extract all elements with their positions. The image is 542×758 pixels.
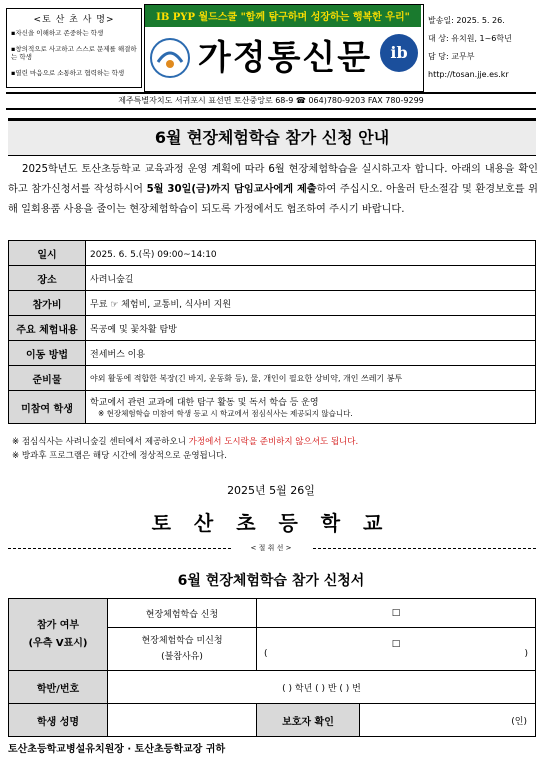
row-label: 이동 방법 <box>9 341 86 366</box>
participation-label: 참가 여부 (우측 V표시) <box>9 599 108 671</box>
row-label: 참가비 <box>9 291 86 316</box>
addressee: 토산초등학교병설유치원장 · 토산초등학교장 귀하 <box>8 744 226 755</box>
row-label: 주요 체험내용 <box>9 316 86 341</box>
trip-info-table <box>8 240 536 424</box>
apply-option: 현장체험학습 신청 <box>108 599 257 628</box>
not-apply-option <box>108 628 257 671</box>
row-value-main: 학교에서 관련 교과에 대한 탐구 활동 및 독서 학습 등 운영 <box>90 398 319 408</box>
student-name-label: 학생 성명 <box>9 704 108 737</box>
guardian-label: 보호자 확인 <box>257 704 360 737</box>
apply-checkbox[interactable]: □ <box>257 599 536 628</box>
reason-paren-close: ) <box>524 649 528 659</box>
reason-field[interactable] <box>258 649 534 659</box>
row-value: 목공예 및 꽃차활 탐방 <box>86 316 536 341</box>
row-value <box>86 391 536 424</box>
application-form <box>8 598 536 737</box>
reason-label: (불참사유) <box>161 652 203 662</box>
afterschool-note: ※ 방과후 프로그램은 해당 시간에 정상적으로 운영됩니다. <box>12 451 227 461</box>
notice-title: 6월 현장체험학습 참가 신청 안내 <box>8 118 536 156</box>
department: 담 당: 교무부 <box>428 52 475 61</box>
table-row <box>9 316 536 341</box>
row-value: 2025. 6. 5.(목) 09:00~14:10 <box>86 241 536 266</box>
table-row <box>9 704 536 737</box>
table-row <box>9 241 536 266</box>
not-apply-label: 현장체험학습 미신청 <box>141 636 223 646</box>
notice-date: 2025년 5월 26일 <box>227 484 315 497</box>
table-row <box>9 266 536 291</box>
target-audience: 대 상: 유치원, 1~6학년 <box>428 34 512 43</box>
mission-line: ▪자신을 이해하고 존중하는 학생 <box>11 29 104 37</box>
reason-paren-open: ( <box>264 649 268 659</box>
guardian-seal-field[interactable]: (인) <box>360 704 536 737</box>
student-name-field[interactable] <box>108 704 257 737</box>
school-address: 제주특별자치도 서귀포시 표선면 토산중앙로 68-9 ☎ 064)780-9203 FAX 780-9299 <box>6 92 536 110</box>
ib-logo-icon: ib <box>380 34 418 72</box>
mission-line: ▪열린 마음으로 소통하고 협력하는 학생 <box>11 69 125 77</box>
row-label: 준비물 <box>9 366 86 391</box>
para-text: 2025학년도 토산초등학교 교육과정 운영 계획에 따라 6월 현장체험학습을 실시하고자 합니다. 아래의 내용을 확인하고 참가신청서를 작성하시어 <box>8 164 538 195</box>
row-value-sub: ※ 현장체험학습 미참여 학생 등교 시 학교에서 점심식사는 제공되지 않습니다. <box>98 409 353 418</box>
cut-label: < 절 취 선 > <box>231 543 311 553</box>
ib-banner-text: IB PYP 월드스쿨 "함께 탐구하며 성장하는 행복한 우리" <box>156 12 410 23</box>
table-row <box>9 391 536 424</box>
issue-date: 발송일: 2025. 5. 26. <box>428 16 505 25</box>
row-label: 미참여 학생 <box>9 391 86 424</box>
deadline-text: 5월 30일(금)까지 담임교사에게 제출 <box>146 184 317 195</box>
row-value: 전세버스 이용 <box>86 341 536 366</box>
row-value: 무료 ☞ 체험비, 교통비, 식사비 지원 <box>86 291 536 316</box>
table-row <box>9 366 536 391</box>
table-row <box>9 291 536 316</box>
mission-line: ▪창의적으로 사고하고 스스로 문제를 해결하는 학생 <box>11 45 137 61</box>
not-apply-cell <box>257 628 536 671</box>
school-mission-box <box>6 8 142 88</box>
form-title: 6월 현장체험학습 참가 신청서 <box>177 573 365 589</box>
school-name: 토 산 초 등 학 교 <box>151 511 391 535</box>
row-label: 장소 <box>9 266 86 291</box>
school-logo-icon <box>150 38 190 78</box>
table-row <box>9 671 536 704</box>
lunch-note <box>12 436 358 448</box>
notice-paragraph <box>8 160 538 220</box>
note-highlight: 가정에서 도시락을 준비하지 않으셔도 됩니다. <box>188 437 359 447</box>
row-value: 야외 활동에 적합한 복장(긴 바지, 운동화 등), 물, 개인이 필요한 상비약, 개인 쓰레기 봉투 <box>86 366 536 391</box>
row-value: 사려니숲길 <box>86 266 536 291</box>
school-url[interactable]: http://tosan.jje.es.kr <box>428 70 509 79</box>
para-text: 하여 주십시오. 아울러 탄소절감 및 환경보호를 위해 일회용품 사용을 줄이는 현장체험학습이 되도록 가정에서도 협조하여 주시기 바랍니다. <box>8 184 538 215</box>
table-row <box>9 341 536 366</box>
mission-title: <토 산 초 사 명> <box>33 15 115 25</box>
note-text: ※ 점심식사는 사려니숲길 센터에서 제공하오니 <box>12 437 189 447</box>
row-label: 일시 <box>9 241 86 266</box>
class-field[interactable]: ( ) 학년 ( ) 반 ( ) 번 <box>108 671 536 704</box>
newsletter-title: 가정통신문 <box>197 38 373 78</box>
table-row <box>9 599 536 628</box>
class-label: 학반/번호 <box>9 671 108 704</box>
not-apply-checkbox[interactable]: □ <box>391 639 401 649</box>
